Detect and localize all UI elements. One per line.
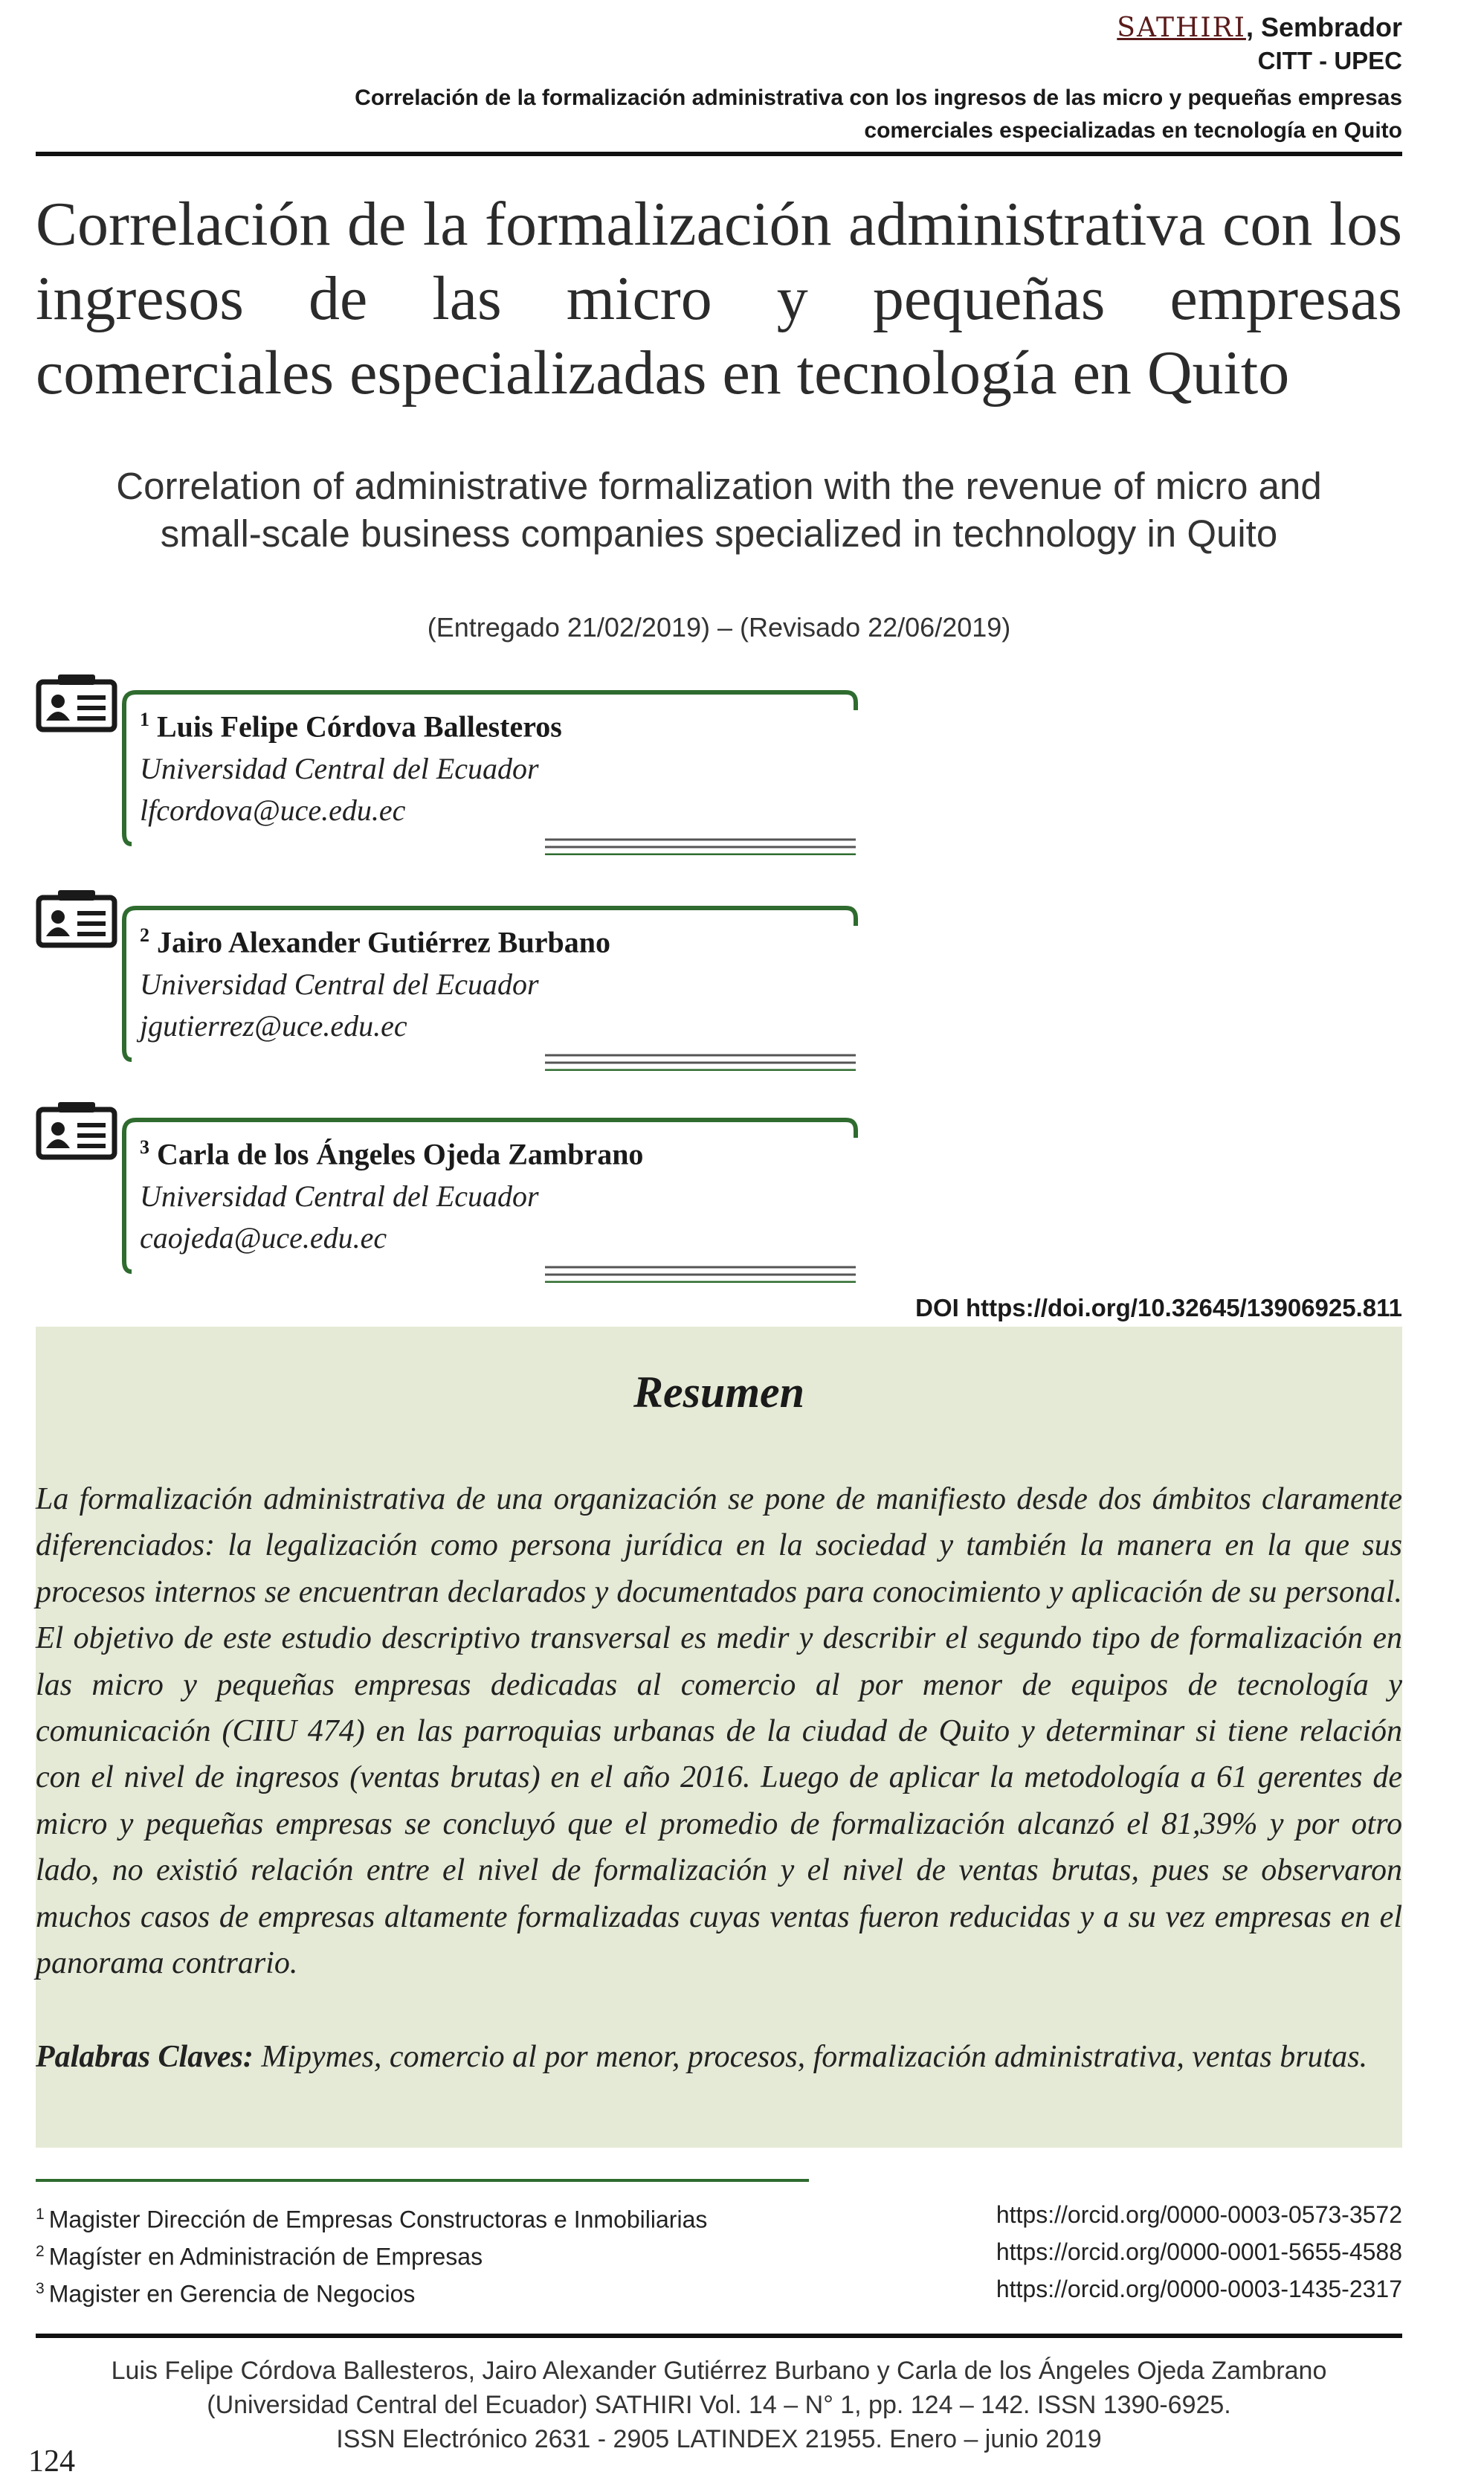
doi-link[interactable]: DOI https://doi.org/10.32645/13906925.811	[915, 1294, 1402, 1321]
footnote-index: 3	[36, 2280, 45, 2297]
keywords-label: Palabras Claves:	[36, 2040, 254, 2074]
footnote	[36, 2237, 1402, 2272]
author-email[interactable]: lfcordova@uce.edu.ec	[140, 793, 406, 828]
author-affiliation: Universidad Central del Ecuador	[140, 1179, 539, 1214]
footnote-text: Magister en Gerencia de Negocios	[48, 2280, 416, 2308]
author-card	[36, 889, 854, 1075]
author-affiliation: Universidad Central del Ecuador	[140, 967, 539, 1002]
id-card-icon	[36, 673, 117, 732]
page-number: 124	[28, 2444, 75, 2479]
author-info	[140, 1126, 854, 1259]
running-title-line-1: Correlación de la formalización administrativa con los ingresos de las micro y pequeñas empresas	[355, 86, 1402, 110]
author-index: 2	[140, 924, 149, 946]
running-title	[64, 82, 1402, 147]
keywords	[36, 2034, 1402, 2080]
orcid-link[interactable]: https://orcid.org/0000-0001-5655-4588	[996, 2238, 1402, 2265]
citation-line-1: Luis Felipe Córdova Ballesteros, Jairo Alexander Gutiérrez Burbano y Carla de los Ángeles Ojeda Zambrano	[111, 2357, 1327, 2385]
id-card-icon	[36, 889, 117, 948]
author-info	[140, 914, 854, 1047]
id-card-icon	[36, 1101, 117, 1160]
journal-tagline: , Sembrador	[1245, 12, 1402, 42]
footnote	[36, 2200, 1402, 2235]
journal-name	[1117, 12, 1402, 44]
author-name-row	[140, 698, 854, 748]
journal-org: CITT - UPEC	[1257, 47, 1402, 74]
article-title-en-line-2: small-scale business companies specialized in technology in Quito	[160, 512, 1278, 555]
author-info	[140, 698, 854, 831]
author-name-row	[140, 914, 854, 964]
author-name: Carla de los Ángeles Ojeda Zambrano	[157, 1137, 644, 1171]
footnote-text: Magister Dirección de Empresas Constructoras e Inmobiliarias	[48, 2206, 708, 2233]
article-title-es: Correlación de la formalización administrativa con los ingresos de las micro y pequeñas empresas comerciales especializadas en tecnología en Quito	[36, 190, 1402, 408]
citation-line-3: ISSN Electrónico 2631 - 2905 LATINDEX 21955. Enero – junio 2019	[336, 2425, 1102, 2453]
footnote-index: 1	[36, 2206, 45, 2223]
citation-line-2: (Universidad Central del Ecuador) SATHIRI Vol. 14 – N° 1, pp. 124 – 142. ISSN 1390-6925.	[207, 2391, 1231, 2419]
author-card	[36, 673, 854, 859]
citation	[36, 2354, 1402, 2456]
citation-divider	[36, 2334, 1402, 2338]
orcid-link[interactable]: https://orcid.org/0000-0003-0573-3572	[996, 2201, 1402, 2228]
author-email[interactable]: caojeda@uce.edu.ec	[140, 1221, 387, 1255]
article-title-en-line-1: Correlation of administrative formalization with the revenue of micro and	[116, 465, 1322, 507]
author-name-row	[140, 1126, 854, 1176]
author-index: 3	[140, 1136, 149, 1158]
author-name: Luis Felipe Córdova Ballesteros	[157, 709, 562, 744]
footnote	[36, 2274, 1402, 2309]
footnote-text: Magíster en Administración de Empresas	[48, 2243, 483, 2270]
article-title-en	[36, 463, 1402, 558]
orcid-link[interactable]: https://orcid.org/0000-0003-1435-2317	[996, 2276, 1402, 2302]
footnote-divider	[36, 2179, 809, 2182]
author-affiliation: Universidad Central del Ecuador	[140, 752, 539, 786]
footnote-index: 2	[36, 2243, 45, 2260]
header-divider	[36, 152, 1402, 156]
abstract-body: La formalización administrativa de una organización se pone de manifiesto desde dos ámbitos claramente diferenciados: la legalización como persona jurídica en la sociedad y también la manera en la que sus procesos internos se encuentran declarados y documentados para conocimiento y aplicación de su personal. El objetivo de este estudio descriptivo transversal es medir y describir el segundo tipo de formalización en las micro y pequeñas empresas dedicadas al comercio al por menor de equipos de tecnología y comunicación (CIIU 474) en las parroquias urbanas de la ciudad de Quito y determinar si tiene relación con el nivel de ingresos (ventas brutas) en el año 2016. Luego de aplicar la metodología a 61 gerentes de micro y pequeñas empresas se concluyó que el promedio de formalización alcanzó el 81,39% y por otro lado, no existió relación entre el nivel de formalización y el nivel de ventas brutas, pues se observaron muchos casos de empresas altamente formalizadas cuyas ventas fueron reducidas y a su vez empresas en el panorama contrario.	[36, 1482, 1402, 1981]
submission-dates: (Entregado 21/02/2019) – (Revisado 22/06/2019)	[427, 612, 1011, 643]
running-title-line-2: comerciales especializadas en tecnología en Quito	[864, 118, 1402, 143]
author-email[interactable]: jgutierrez@uce.edu.ec	[140, 1009, 407, 1043]
author-name: Jairo Alexander Gutiérrez Burbano	[157, 925, 610, 959]
journal-brand: SATHIRI	[1117, 13, 1246, 43]
author-card	[36, 1101, 854, 1287]
keywords-list: Mipymes, comercio al por menor, procesos, formalización administrativa, ventas brutas.	[253, 2040, 1368, 2074]
abstract-heading: Resumen	[633, 1368, 805, 1417]
author-index: 1	[140, 709, 149, 730]
